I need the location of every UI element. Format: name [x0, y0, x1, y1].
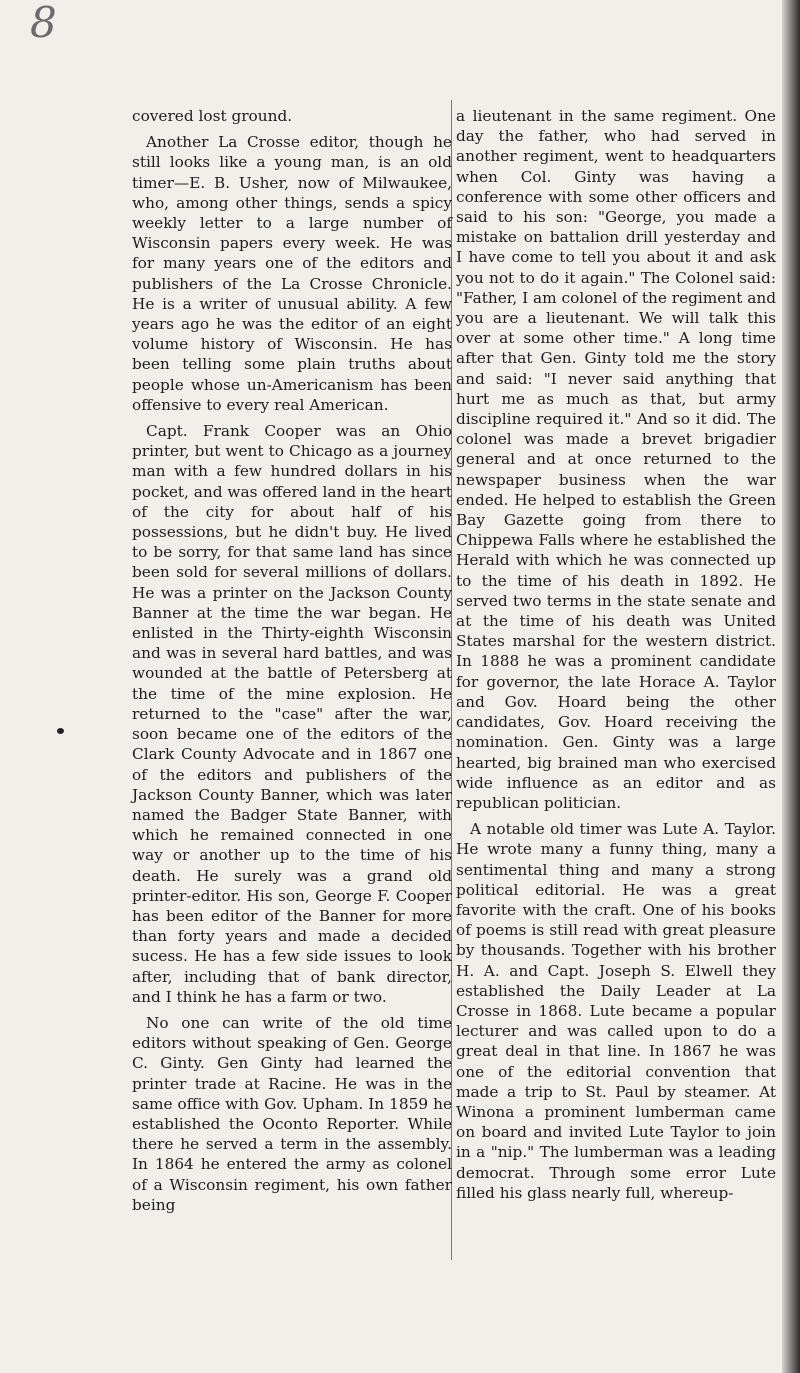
- paragraph: No one can write of the old time editors without speaking of Gen. George C. Ginty. Gen Ginty had learned the printer trade at Racine. He was in the same office with Gov. Upham. In 1859 he established the Oconto Reporter. While there he served a term in the assembly. In 1864 he entered the army as colonel of a Wisconsin regiment, his own father being: [132, 1013, 452, 1214]
- left-column: [132, 106, 452, 1215]
- right-column: [456, 106, 776, 1203]
- paragraph: Capt. Frank Cooper was an Ohio printer, but went to Chicago as a journey man with a few hundred dollars in his pocket, and was offered land in the heart of the city for about half of his possessions, but he didn't buy. He lived to be sorry, for that same land has since been sold for several millions of dollars. He was a printer on the Jackson County Banner at the time the war began. He enlisted in the Thirty-eighth Wisconsin and was in several hard battles, and was wounded at the battle of Petersberg at the time of the mine explosion. He returned to the "case" after the war, soon became one of the editors of the Clark County Advocate and in 1867 one of the editors and publishers of the Jackson County Banner, which was later named the Badger State Banner, with which he remained connected in one way or another up to the time of his death. He surely was a grand old printer-editor. His son, George F. Cooper has been editor of the Banner for more than forty years and made a decided sucess. He has a few side issues to look after, including that of bank director, and I think he has a farm or two.: [132, 422, 452, 1006]
- paragraph: covered lost ground.: [132, 107, 293, 125]
- scan-edge: [782, 0, 800, 1373]
- paragraph: A notable old timer was Lute A. Taylor. He wrote many a funny thing, many a sentimental thing and many a strong political editorial. He was a great favorite with the craft. One of his books of poems is still read with great pleasure by thousands. Together with his brother H. A. and Capt. Joseph S. Elwell they established the Daily Leader at La Crosse in 1868. Lute became a popular lecturer and was called upon to do a great deal in that line. In 1867 he was one of the editorial convention that made a trip to St. Paul by steamer. At Winona a prominent lumberman came on board and invited Lute Taylor to join in a "nip." The lumberman was a leading democrat. Through some error Lute filled his glass nearly full, whereup-: [456, 820, 776, 1202]
- paragraph: Another La Crosse editor, though he still looks like a young man, is an old timer—E. B. Usher, now of Milwaukee, who, among other things, sends a spicy weekly letter to a large number of Wisconsin papers every week. He was for many years one of the editors and publishers of the La Crosse Chronicle. He is a writer of unusual ability. A few years ago he was the editor of an eight volume history of Wisconsin. He has been telling some plain truths about people whose un-Americanism has been offensive to every real American.: [132, 133, 452, 414]
- page-number: 8: [30, 0, 57, 47]
- paragraph: a lieutenant in the same regiment. One day the father, who had served in another regiment, went to headquarters when Col. Ginty was having a conference with some other officers and said to his son: "George, you made a mistake on battalion drill yesterday and I have come to tell you about it and ask you not to do it again." The Colonel said: "Father, I am colonel of the regiment and you are a lieutenant. We will talk this over at some other time." A long time after that Gen. Ginty told me the story and said: "I never said anything that hurt me as much as that, but army discipline required it." And so it did. The colonel was made a brevet brigadier general and at once returned to the newspaper business when the war ended. He helped to establish the Green Bay Gazette going from there to Chippewa Falls where he established the Herald with which he was connected up to the time of his death in 1892. He served two terms in the state senate and at the time of his death was United States marshal for the western district. In 1888 he was a prominent candidate for governor, the late Horace A. Taylor and Gov. Hoard being the other candidates, Gov. Hoard receiving the nomination. Gen. Ginty was a large hearted, big brained man who exercised wide influence as an editor and as republican politician.: [456, 107, 776, 812]
- margin-mark: [57, 728, 64, 734]
